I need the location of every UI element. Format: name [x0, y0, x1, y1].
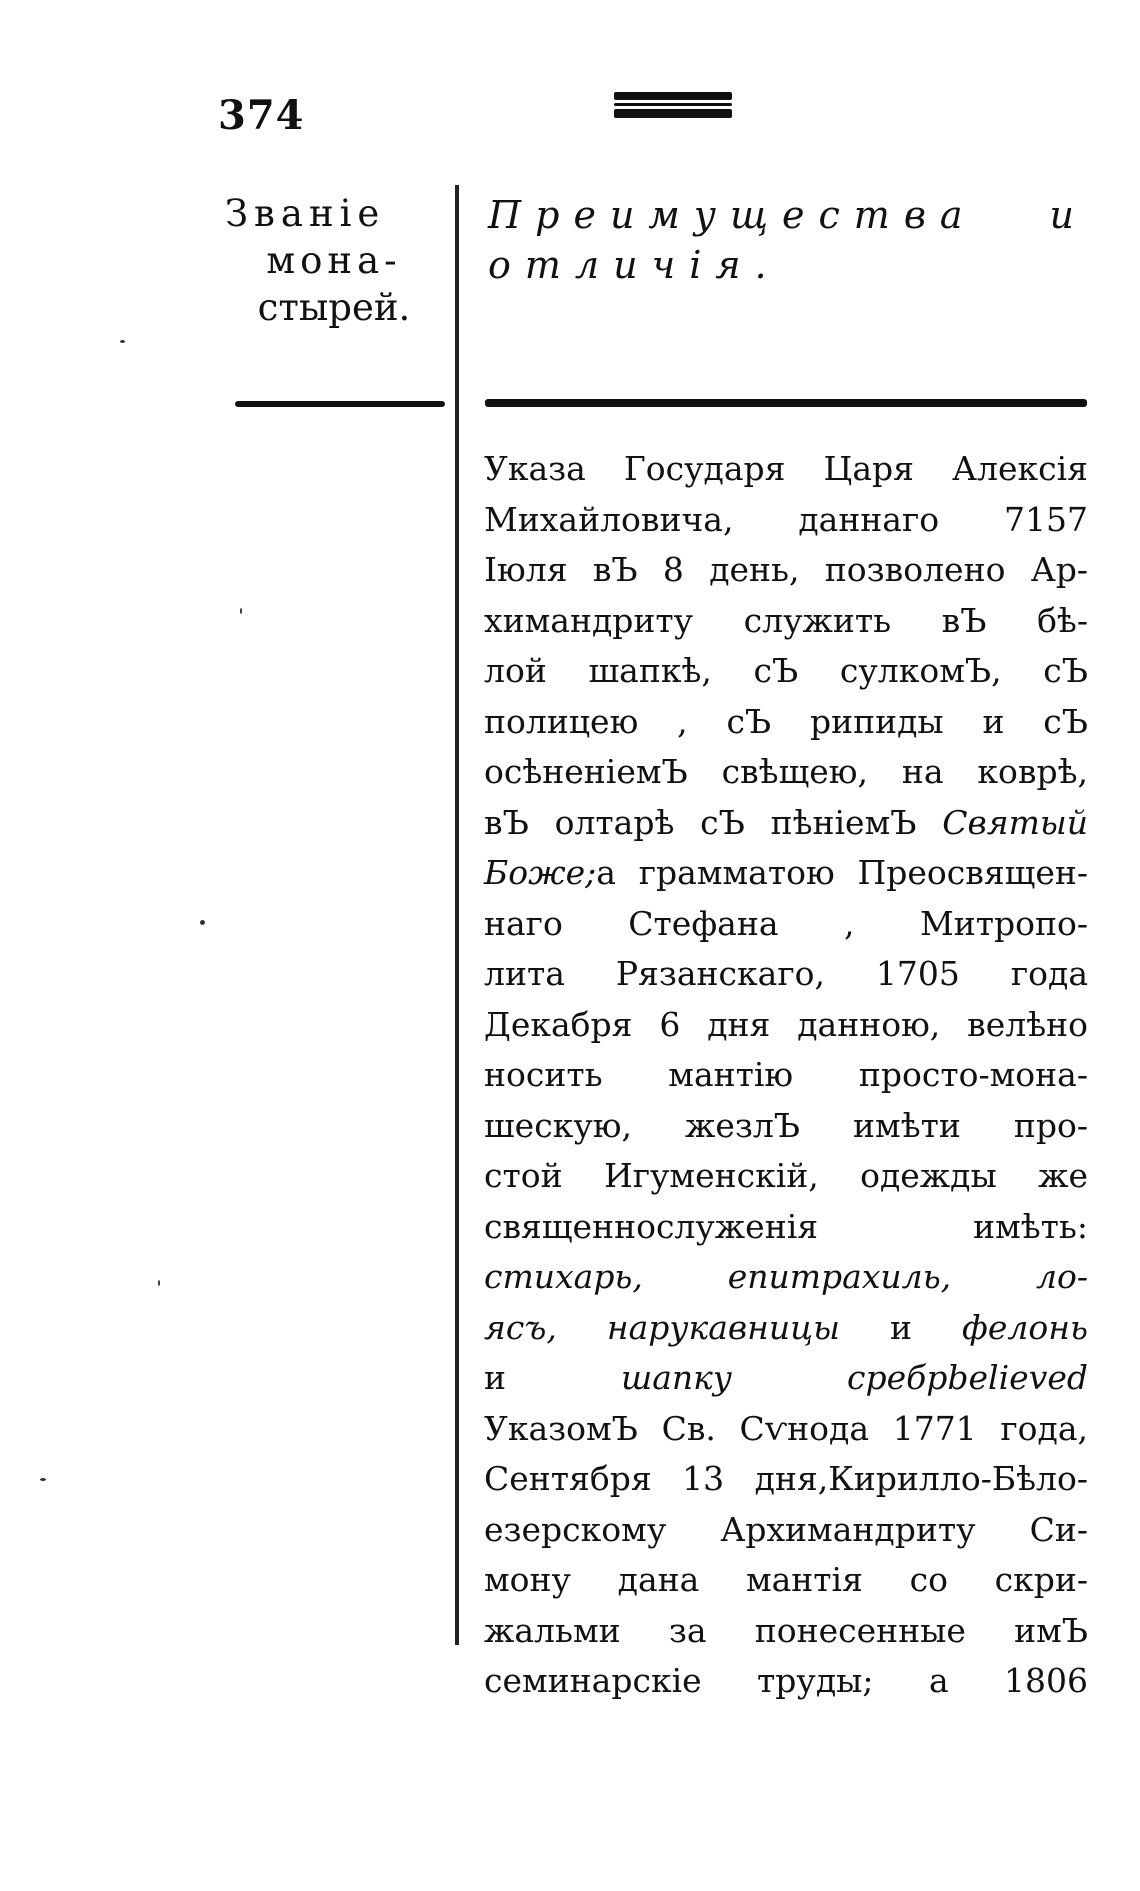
body-line — [484, 1101, 1088, 1152]
plain-text: а грамматою Преосвящен- — [596, 853, 1088, 892]
plain-text: Указа Государя Царя Алексія — [484, 449, 1088, 488]
plain-text: лой шапкѣ, сЪ сулкомЪ, сЪ — [484, 651, 1088, 690]
plain-text: лита Рязанскаго, 1705 года — [484, 954, 1088, 993]
italic-text: шапку сребрbelieved — [620, 1358, 1088, 1397]
body-line — [484, 1505, 1088, 1556]
body-line — [484, 1303, 1088, 1354]
plain-text: наго Стефана , Митропо- — [484, 903, 1088, 943]
body-line — [484, 697, 1088, 748]
italic-text: Святый — [942, 802, 1088, 842]
plain-text: УказомЪ Св. Сѵнода 1771 года, — [484, 1408, 1088, 1448]
body-line — [484, 1606, 1088, 1657]
body-line — [484, 1353, 1088, 1404]
plain-text: Декабря 6 дня данною, велѣно — [484, 1004, 1088, 1044]
body-line — [484, 545, 1088, 596]
plain-text: Михайловича, даннаго 7157 — [484, 499, 1088, 539]
body-line — [484, 1404, 1088, 1455]
plain-text: и — [484, 1358, 621, 1397]
plain-text: езерскому Архимандриту Си- — [484, 1509, 1088, 1549]
body-line — [484, 1454, 1088, 1505]
body-line — [484, 1151, 1088, 1202]
plain-text: химандриту служить вЪ бѣ- — [484, 600, 1088, 640]
italic-text: стихарь, епитрахиль, ло- — [484, 1257, 1088, 1296]
right-heading-line: отличія. — [488, 243, 781, 287]
plain-text: жальми за понесенные имЪ — [484, 1610, 1088, 1650]
body-line — [484, 747, 1088, 798]
plain-text: священнослуженія имѣть: — [484, 1206, 1088, 1246]
body-line — [484, 596, 1088, 647]
body-line — [484, 1202, 1088, 1253]
body-line — [484, 495, 1088, 546]
body-line — [484, 1555, 1088, 1606]
body-line — [484, 848, 1088, 899]
plain-text: осѣненіемЪ свѣщею, на коврѣ, — [484, 752, 1088, 791]
plain-text: мону дана мантія со скри- — [484, 1560, 1088, 1599]
body-line — [484, 646, 1088, 697]
body-text — [484, 444, 1088, 1707]
plain-text: шескую, жезлЪ имѣти про- — [484, 1105, 1088, 1145]
italic-text: ясъ, нарукавницы — [484, 1307, 840, 1347]
plain-text: стой Игуменскій, одежды же — [484, 1156, 1088, 1195]
left-column-rule — [235, 401, 445, 407]
plain-text: полицею , сЪ рипиды и сЪ — [484, 701, 1088, 741]
plain-text: и — [840, 1307, 963, 1347]
right-column-rule — [485, 399, 1087, 407]
plain-text: Іюля вЪ 8 день, позволено Ар- — [484, 550, 1088, 589]
right-column-heading — [488, 190, 1088, 290]
body-line — [484, 798, 1088, 849]
body-line — [484, 1252, 1088, 1303]
left-heading-line: стырей. — [257, 286, 411, 329]
header-ornament-rule — [614, 92, 732, 120]
plain-text: вЪ олтарѣ сЪ пѣніемЪ — [484, 802, 943, 842]
italic-text: Боже; — [484, 853, 597, 892]
italic-text: фелонь — [962, 1307, 1088, 1347]
body-line — [484, 949, 1088, 1000]
plain-text: носить мантію просто-мона- — [484, 1055, 1088, 1094]
body-line — [484, 899, 1088, 950]
body-line — [484, 1000, 1088, 1051]
left-column-heading — [225, 190, 443, 331]
page-number: 374 — [218, 92, 305, 139]
plain-text: Сентября 13 дня,Кирилло-Бѣло- — [484, 1459, 1088, 1498]
left-heading-line: мона- — [266, 239, 402, 282]
plain-text: семинарскіе труды; а 1806 — [484, 1661, 1088, 1700]
body-line — [484, 444, 1088, 495]
left-heading-line: Званіе — [225, 192, 386, 235]
body-line — [484, 1656, 1088, 1707]
body-line — [484, 1050, 1088, 1101]
right-heading-line: Преимущества и — [488, 193, 1088, 237]
column-divider-rule — [455, 185, 459, 1645]
